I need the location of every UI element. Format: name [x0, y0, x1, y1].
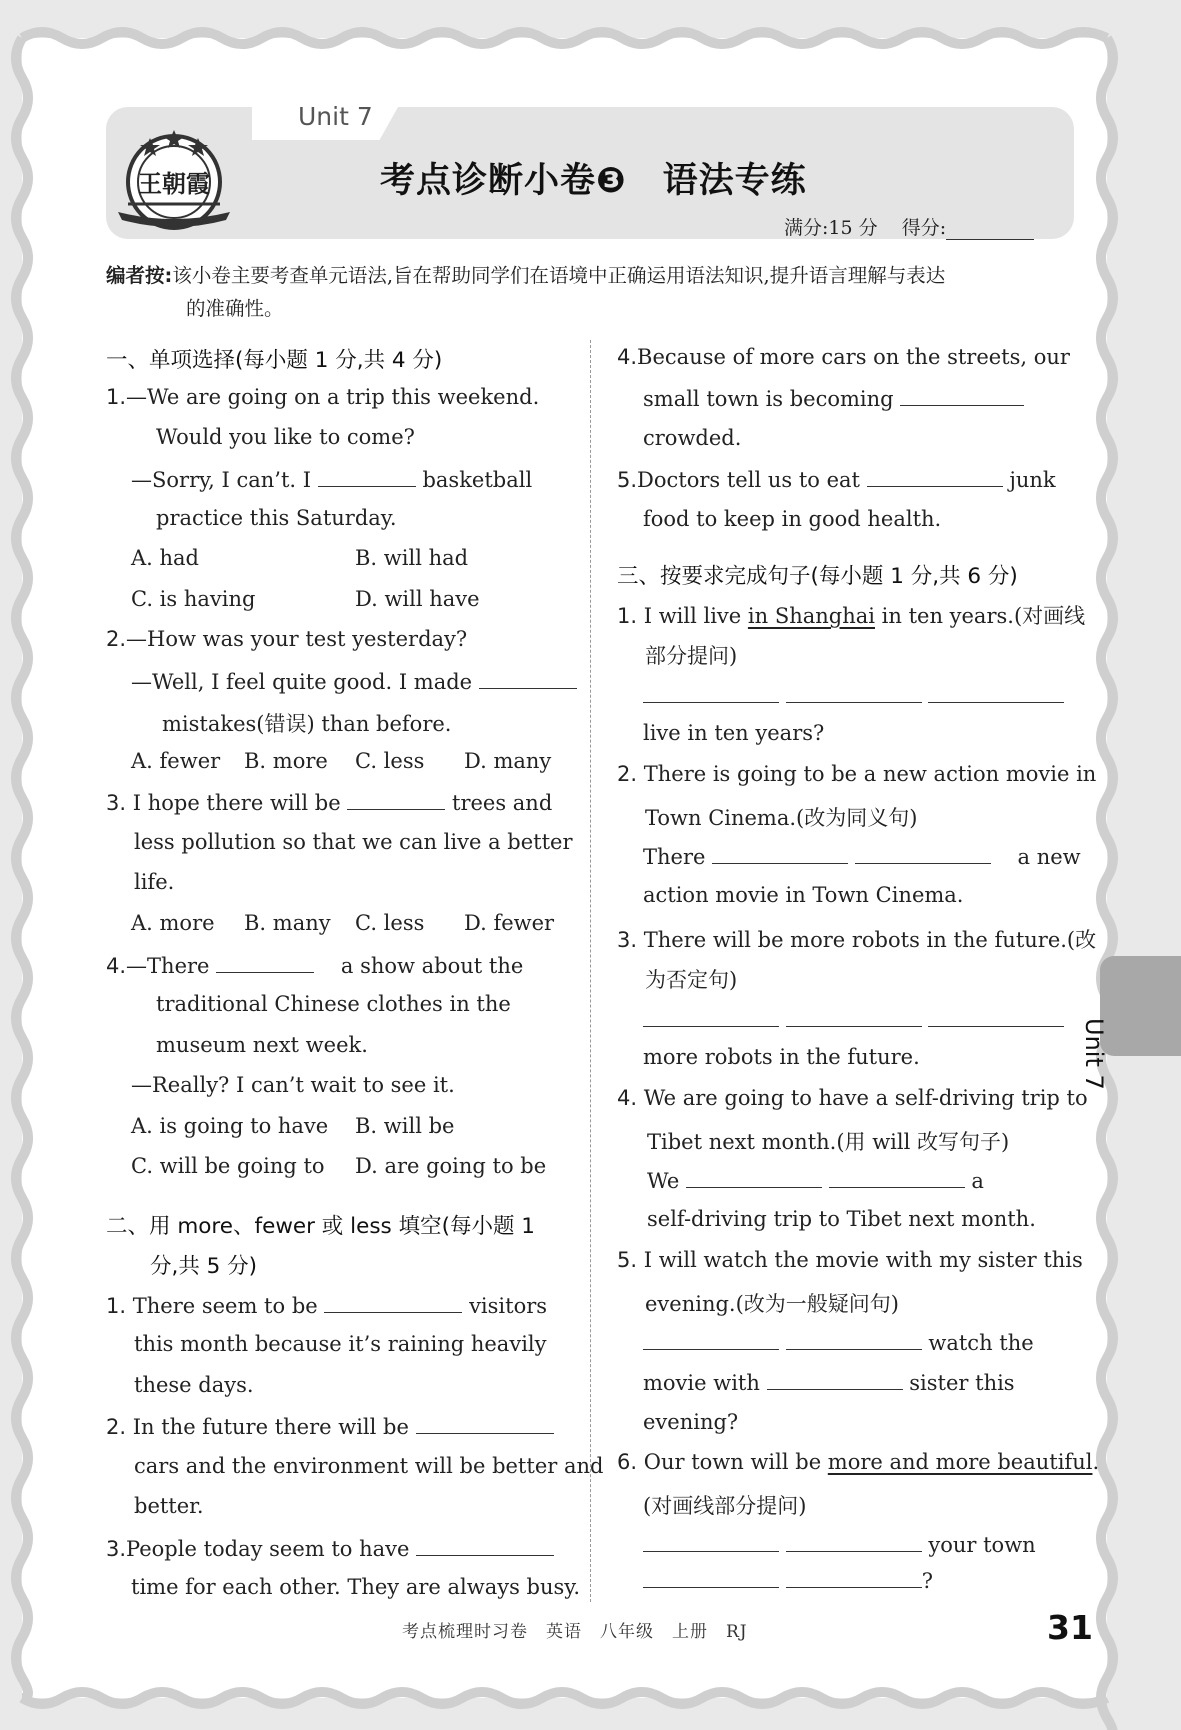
s3-q1-line4: live in ten years?: [643, 721, 825, 745]
page-number: 31: [1047, 1608, 1093, 1647]
score-label: 得分:: [901, 217, 947, 239]
s2-q2-blank[interactable]: [416, 1413, 554, 1434]
score-blank[interactable]: [946, 221, 1034, 240]
s3-q6-line2: (对画线部分提问): [643, 1494, 807, 1518]
s3-q5-line4: movie with sister this: [643, 1371, 1015, 1395]
s3-q1-blanks: [643, 682, 1064, 708]
s2-q1-blank[interactable]: [324, 1292, 462, 1313]
s3-q3-blank-1[interactable]: [643, 1006, 779, 1027]
s3-q6-line3: your town: [643, 1531, 1036, 1557]
unit-side-tab: [1080, 956, 1181, 1090]
s1-q3-line1: 3. I hope there will be trees and: [106, 791, 553, 815]
s2-q2-line2: cars and the environment will be better and: [134, 1454, 604, 1478]
s2-q5-blank[interactable]: [867, 466, 1003, 487]
s3-q4-line3: We a: [647, 1169, 984, 1193]
s3-q5-blank-1[interactable]: [643, 1329, 779, 1350]
s3-q6-line1: 6. Our town will be more and more beautiful.: [617, 1450, 1100, 1474]
s3-q3-blanks: [643, 1006, 1064, 1032]
s2-q2-line3: better.: [134, 1494, 204, 1518]
s1-q3-blank[interactable]: [347, 789, 445, 810]
section2-title-line1: 二、用 more、fewer 或 less 填空(每小题 1: [106, 1214, 535, 1239]
s3-q6-line4: ?: [643, 1567, 933, 1593]
section3-title: 三、按要求完成句子(每小题 1 分,共 6 分): [617, 564, 1018, 589]
s2-q4-line2: small town is becoming: [643, 385, 1024, 411]
s1-q3-option-c[interactable]: C. less: [355, 911, 425, 935]
s1-q2-line3: mistakes(错误) than before.: [162, 712, 452, 736]
s1-q1-option-b[interactable]: B. will had: [355, 546, 469, 570]
s3-q2-blank-1[interactable]: [712, 843, 848, 864]
s1-q2-blank[interactable]: [479, 668, 577, 689]
score-line: [784, 213, 1034, 240]
s3-q5-line2: evening.(改为一般疑问句): [645, 1292, 899, 1316]
s3-q2-line4: action movie in Town Cinema.: [643, 883, 964, 907]
s1-q1-line3: —Sorry, I can’t. I basketball: [131, 468, 533, 492]
s2-q5-line1: 5.Doctors tell us to eat junk: [617, 468, 1056, 492]
s1-q4-option-b[interactable]: B. will be: [355, 1114, 455, 1138]
s3-q5-blank-3[interactable]: [767, 1369, 903, 1390]
s1-q2-option-a[interactable]: A. fewer: [131, 749, 221, 773]
s3-q1-blank-2[interactable]: [786, 682, 922, 703]
publisher-logo-emblem: [110, 116, 238, 234]
s3-q5-line1: 5. I will watch the movie with my sister this: [617, 1248, 1083, 1272]
s1-q4-line3: museum next week.: [156, 1033, 368, 1057]
s2-q3-blank[interactable]: [416, 1535, 554, 1556]
page-title: 考点诊断小卷❸ 语法专练: [380, 161, 807, 201]
s2-q1-line1: 1. There seem to be visitors: [106, 1294, 548, 1318]
s3-q6-blank-2[interactable]: [786, 1531, 922, 1552]
s3-q6-blank-1[interactable]: [643, 1531, 779, 1552]
s1-q4-option-c[interactable]: C. will be going to: [131, 1154, 325, 1178]
s1-q2-option-c[interactable]: C. less: [355, 749, 425, 773]
s3-q1-blank-1[interactable]: [643, 682, 779, 703]
s1-q4-line2: traditional Chinese clothes in the: [156, 992, 511, 1016]
s3-q4-line1: 4. We are going to have a self-driving trip to: [617, 1086, 1088, 1110]
s2-q1-line3: these days.: [134, 1373, 254, 1397]
s1-q4-blank[interactable]: [216, 952, 314, 973]
s1-q1-line1: 1.—We are going on a trip this weekend.: [106, 385, 540, 409]
s3-q4-line4: self-driving trip to Tibet next month.: [647, 1207, 1036, 1231]
unit-side-tab-label: Unit 7: [1080, 1018, 1108, 1090]
s3-q3-line1: 3. There will be more robots in the future.(改: [617, 928, 1097, 952]
section2-title-line2: 分,共 5 分): [150, 1254, 258, 1279]
s1-q3-option-d[interactable]: D. fewer: [464, 911, 555, 935]
s3-q1-blank-3[interactable]: [928, 682, 1064, 703]
editor-note: [106, 259, 1076, 325]
s3-q5-blank-2[interactable]: [786, 1329, 922, 1350]
s1-q3-line3: life.: [134, 870, 175, 894]
s1-q1-line2: Would you like to come?: [156, 425, 415, 449]
s1-q2-option-d[interactable]: D. many: [464, 749, 552, 773]
column-divider: [590, 340, 591, 1602]
s1-q2-line2: —Well, I feel quite good. I made: [131, 668, 577, 694]
s3-q6-blank-4[interactable]: [786, 1567, 922, 1588]
s3-q4-blank-1[interactable]: [686, 1167, 822, 1188]
s3-q2-blank-2[interactable]: [855, 843, 991, 864]
s1-q1-line4: practice this Saturday.: [156, 506, 397, 530]
full-score-label: 满分:15 分: [784, 217, 878, 239]
s1-q1-option-a[interactable]: A. had: [131, 546, 200, 570]
s1-q4-line4: —Really? I can’t wait to see it.: [131, 1073, 455, 1097]
s3-q5-line5: evening?: [643, 1410, 739, 1434]
s2-q3-line2: time for each other. They are always busy.: [131, 1575, 581, 1599]
s3-q3-blank-3[interactable]: [928, 1006, 1064, 1027]
s2-q3-line1: 3.People today seem to have: [106, 1535, 554, 1561]
s3-q3-line4: more robots in the future.: [643, 1045, 920, 1069]
s1-q3-line2: less pollution so that we can live a better: [134, 830, 573, 854]
s2-q4-line3: crowded.: [643, 426, 742, 450]
s3-q4-line2: Tibet next month.(用 will 改写句子): [647, 1130, 1010, 1154]
unit-label: Unit 7: [298, 102, 373, 131]
s1-q4-option-a[interactable]: A. is going to have: [131, 1114, 329, 1138]
s1-q1-blank[interactable]: [318, 466, 416, 487]
s2-q4-line1: 4.Because of more cars on the streets, our: [617, 345, 1070, 369]
s1-q1-option-d[interactable]: D. will have: [355, 587, 480, 611]
s3-q3-blank-2[interactable]: [786, 1006, 922, 1027]
editor-note-line1: 该小卷主要考查单元语法,旨在帮助同学们在语境中正确运用语法知识,提升语言理解与表达: [172, 264, 946, 287]
section1-title: 一、单项选择(每小题 1 分,共 4 分): [106, 348, 443, 373]
s1-q1-option-c[interactable]: C. is having: [131, 587, 256, 611]
s3-q1-line1: 1. I will live in Shanghai in ten years.(对画线: [617, 604, 1086, 628]
s3-q5-line3: watch the: [643, 1329, 1034, 1355]
s3-q2-line3: There a new: [643, 845, 1081, 869]
s3-q2-line1: 2. There is going to be a new action movie in: [617, 762, 1097, 786]
s2-q5-line2: food to keep in good health.: [643, 507, 942, 531]
s1-q2-line1: 2.—How was your test yesterday?: [106, 627, 468, 651]
s1-q4-option-d[interactable]: D. are going to be: [355, 1154, 547, 1178]
s3-q3-line2: 为否定句): [645, 968, 738, 992]
footer-text: 考点梳理时习卷 英语 八年级 上册 RJ: [402, 1622, 748, 1642]
s2-q2-line1: 2. In the future there will be: [106, 1413, 554, 1439]
editor-note-label: 编者按:: [106, 264, 173, 287]
s1-q4-line1: 4.—There a show about the: [106, 954, 524, 978]
s2-q1-line2: this month because it’s raining heavily: [134, 1332, 547, 1356]
svg-text:王朝霞: 王朝霞: [138, 169, 210, 198]
s3-q2-line2: Town Cinema.(改为同义句): [645, 806, 918, 830]
s1-q3-option-a[interactable]: A. more: [131, 911, 215, 935]
s3-q6-blank-3[interactable]: [643, 1567, 779, 1588]
s1-q3-option-b[interactable]: B. many: [244, 911, 331, 935]
s2-q4-blank[interactable]: [900, 385, 1024, 406]
s3-q1-line2: 部分提问): [645, 644, 738, 668]
editor-note-line2: 的准确性。: [186, 297, 284, 320]
s1-q2-option-b[interactable]: B. more: [244, 749, 328, 773]
s3-q4-blank-2[interactable]: [829, 1167, 965, 1188]
